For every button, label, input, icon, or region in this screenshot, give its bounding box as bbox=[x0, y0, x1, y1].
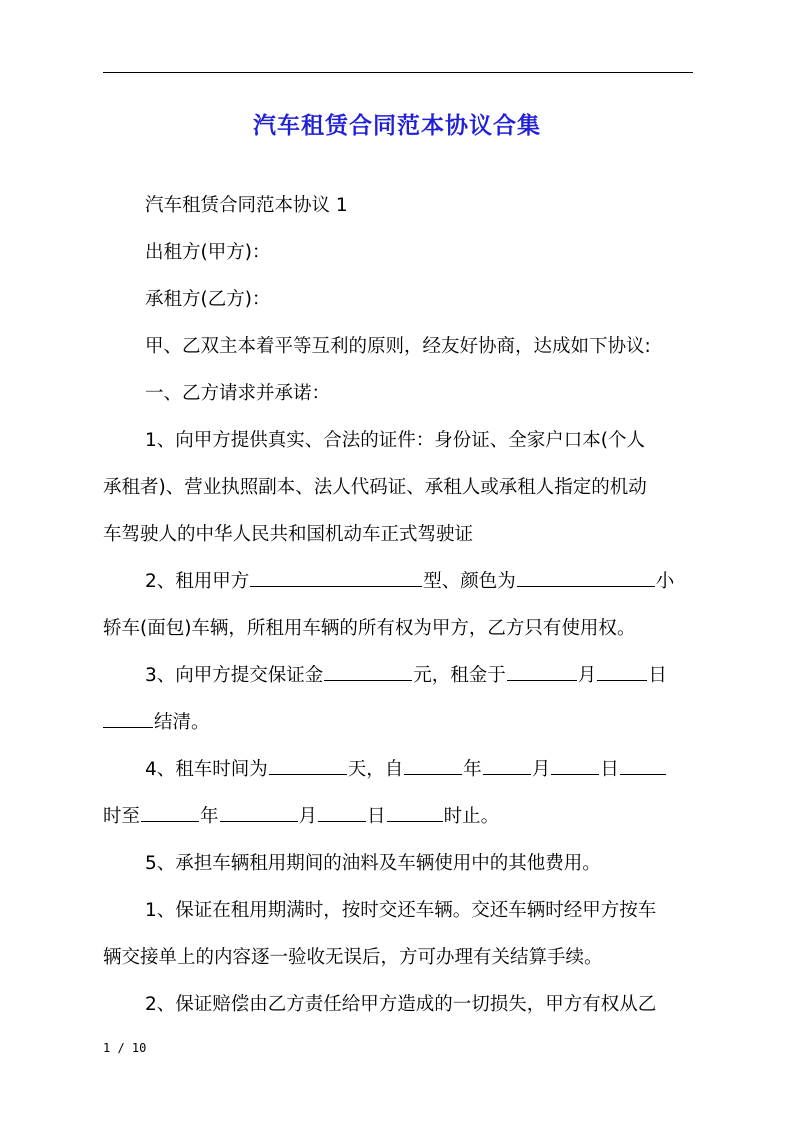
header-rule bbox=[103, 72, 693, 73]
fill-blank bbox=[103, 713, 153, 728]
fill-blank bbox=[387, 807, 443, 822]
paragraph-line bbox=[103, 421, 693, 468]
line-text: 3、向甲方提交保证金 bbox=[145, 665, 324, 686]
fill-blank bbox=[324, 666, 412, 681]
paragraph-line bbox=[103, 186, 693, 233]
fill-blank bbox=[269, 760, 347, 775]
document-body bbox=[103, 186, 693, 1032]
line-text: 时至 bbox=[103, 806, 141, 827]
line-text: 型、颜色为 bbox=[423, 571, 516, 592]
line-text: 日 bbox=[600, 759, 619, 780]
paragraph-line bbox=[103, 750, 693, 797]
paragraph-line bbox=[103, 891, 693, 938]
paragraph-line bbox=[103, 844, 693, 891]
line-text: 元，租金于 bbox=[413, 665, 506, 686]
line-text: 甲、乙双主本着平等互利的原则，经友好协商，达成如下协议: bbox=[145, 336, 651, 357]
fill-blank bbox=[318, 807, 366, 822]
line-text: 月 bbox=[577, 665, 597, 686]
fill-blank bbox=[404, 760, 462, 775]
fill-blank bbox=[220, 807, 298, 822]
fill-blank bbox=[597, 666, 647, 681]
fill-blank bbox=[250, 572, 422, 587]
paragraph-line bbox=[103, 562, 693, 609]
paragraph-line bbox=[103, 797, 693, 844]
fill-blank bbox=[483, 760, 531, 775]
line-text: 天，自 bbox=[347, 759, 404, 780]
line-text: 结清。 bbox=[154, 712, 210, 733]
fill-blank bbox=[507, 666, 577, 681]
line-text: 1、向甲方提供真实、合法的证件：身份证、全家户口本(个人 bbox=[145, 430, 645, 451]
fill-blank bbox=[620, 760, 666, 775]
paragraph-line bbox=[103, 656, 693, 703]
paragraph-line bbox=[103, 985, 693, 1032]
line-text: 4、租车时间为 bbox=[145, 759, 268, 780]
line-text: 2、租用甲方 bbox=[145, 571, 250, 592]
paragraph-line bbox=[103, 280, 693, 327]
paragraph-line bbox=[103, 938, 693, 985]
line-text: 车驾驶人的中华人民共和国机动车正式驾驶证 bbox=[103, 524, 474, 545]
line-text: 2、保证赔偿由乙方责任给甲方造成的一切损失，甲方有权从乙 bbox=[145, 994, 657, 1015]
paragraph-line bbox=[103, 233, 693, 280]
line-text: 月 bbox=[531, 759, 551, 780]
line-text: 出租方(甲方)： bbox=[145, 242, 271, 263]
document-title: 汽车租赁合同范本协议合集 bbox=[253, 113, 541, 139]
paragraph-line bbox=[103, 327, 693, 374]
paragraph-line bbox=[103, 468, 693, 515]
fill-blank bbox=[141, 807, 199, 822]
line-text: 1、保证在租用期满时，按时交还车辆。交还车辆时经甲方按车 bbox=[145, 900, 657, 921]
line-text: 一、乙方请求并承诺： bbox=[145, 383, 331, 404]
line-text: 汽车租赁合同范本协议 1 bbox=[145, 195, 348, 216]
line-text: 日 bbox=[648, 665, 667, 686]
page-number: 1 / 10 bbox=[103, 1041, 147, 1055]
line-text: 辆交接单上的内容逐一验收无误后，方可办理有关结算手续。 bbox=[103, 947, 603, 968]
paragraph-line bbox=[103, 703, 693, 750]
section-heading bbox=[103, 374, 693, 421]
paragraph-line bbox=[103, 609, 693, 656]
line-text: 年 bbox=[200, 806, 219, 827]
line-text: 承租者)、营业执照副本、法人代码证、承租人或承租人指定的机动 bbox=[103, 477, 647, 498]
line-text: 小 bbox=[655, 571, 675, 592]
line-text: 日 bbox=[367, 806, 386, 827]
line-text: 5、承担车辆租用期间的油料及车辆使用中的其他费用。 bbox=[145, 853, 601, 874]
paragraph-line bbox=[103, 515, 693, 562]
line-text: 承租方(乙方)： bbox=[145, 289, 271, 310]
fill-blank bbox=[517, 572, 655, 587]
line-text: 时止。 bbox=[443, 806, 500, 827]
line-text: 年 bbox=[463, 759, 482, 780]
line-text: 轿车(面包)车辆，所租用车辆的所有权为甲方，乙方只有使用权。 bbox=[103, 618, 636, 639]
fill-blank bbox=[551, 760, 599, 775]
line-text: 月 bbox=[298, 806, 318, 827]
